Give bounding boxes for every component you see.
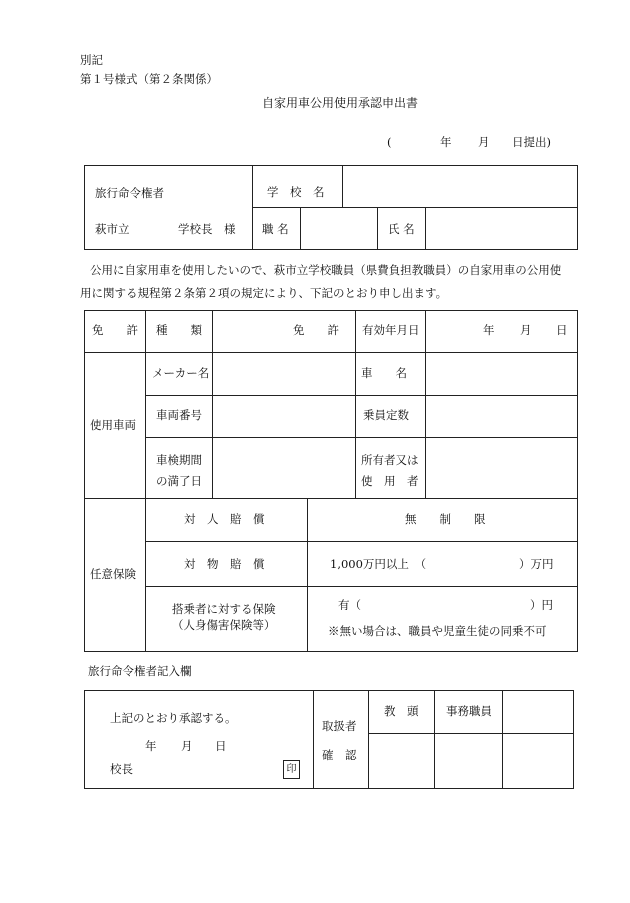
capacity-label: 乗員定数	[363, 408, 409, 422]
form-number: 第１号様式（第２条関係）	[80, 72, 218, 86]
extra-stamp-cell-2[interactable]	[503, 734, 573, 788]
vice-principal-stamp-cell[interactable]	[369, 734, 433, 788]
passenger-insurance-yes: 有（	[338, 598, 361, 612]
passenger-insurance-note: ※無い場合は、職員や児童生徒の同乗不可	[328, 624, 547, 638]
date-day-submitted-label: 日提出)	[512, 135, 551, 149]
date-year-label: 年	[440, 135, 452, 149]
job-title-label: 職 名	[262, 222, 289, 236]
inspection-expiry-input[interactable]	[213, 438, 354, 497]
property-liability-min: 1,000万円以上 （	[330, 557, 427, 571]
approval-year-label: 年	[145, 739, 157, 753]
registration-number-input[interactable]	[213, 396, 354, 436]
school-name-input[interactable]	[343, 166, 577, 206]
license-expiry-label: 有効年月日	[362, 323, 420, 337]
owner-label-line-1: 所有者又は	[361, 453, 419, 467]
inspection-label-line-1: 車検期間	[156, 453, 202, 467]
annex-label: 別記	[80, 53, 103, 67]
license-type-label: 種 類	[156, 323, 202, 337]
approval-statement: 上記のとおり承認する。	[110, 711, 237, 725]
expiry-year-label: 年	[483, 323, 495, 337]
insurance-section-label: 任意保険	[90, 567, 136, 581]
addressee-city: 萩市立	[95, 222, 130, 236]
confirm-label: 確 認	[322, 748, 357, 762]
school-name-label: 学 校 名	[267, 185, 325, 199]
passenger-insurance-unit: ）円	[530, 598, 553, 612]
property-liability-unit: ）万円	[519, 557, 554, 571]
job-title-input[interactable]	[301, 208, 376, 249]
handler-label: 取扱者	[322, 719, 357, 733]
passenger-insurance-label-line-1: 搭乗者に対する保険	[172, 602, 276, 616]
registration-number-label: 車両番号	[156, 408, 202, 422]
property-liability-input[interactable]	[430, 550, 518, 578]
bodily-liability-value: 無 制 限	[405, 512, 486, 526]
bodily-liability-label: 対 人 賠 償	[184, 512, 265, 526]
clerk-stamp-cell[interactable]	[435, 734, 501, 788]
owner-label-line-2: 使 用 者	[361, 474, 419, 488]
passenger-insurance-input[interactable]	[365, 592, 527, 618]
passenger-insurance-label-line-2: （人身傷害保険等）	[172, 618, 276, 632]
date-open-paren: (	[387, 135, 392, 149]
car-name-label: 車 名	[361, 366, 407, 380]
vice-principal-label: 教 頭	[384, 704, 419, 718]
intro-line-2: 用に関する規程第２条第２項の規定により、下記のとおり申し出ます。	[80, 286, 448, 300]
approval-section-label: 旅行命令権者記入欄	[88, 664, 192, 678]
maker-input[interactable]	[213, 353, 354, 394]
license-class-label: 免 許	[293, 323, 339, 337]
principal-label: 校長	[110, 762, 133, 776]
addressee-title: 学校長 様	[178, 222, 236, 236]
car-name-input[interactable]	[426, 353, 577, 394]
expiry-month-label: 月	[520, 323, 532, 337]
name-label: 氏 名	[388, 222, 415, 236]
name-input[interactable]	[426, 208, 577, 249]
expiry-day-label: 日	[556, 323, 568, 337]
clerk-label: 事務職員	[446, 704, 492, 718]
owner-input[interactable]	[426, 438, 577, 497]
date-month-label: 月	[478, 135, 490, 149]
inspection-label-line-2: の満了日	[156, 474, 202, 488]
license-type-input[interactable]	[213, 311, 288, 351]
intro-line-1: 公用に自家用車を使用したいので、萩市立学校職員（県費負担教職員）の自家用車の公用使	[90, 263, 562, 277]
approval-month-label: 月	[181, 739, 193, 753]
maker-label: メーカー名	[152, 366, 210, 380]
approval-day-label: 日	[215, 739, 227, 753]
extra-stamp-cell[interactable]	[503, 691, 573, 732]
page-title: 自家用車公用使用承認申出書	[262, 96, 419, 110]
property-liability-label: 対 物 賠 償	[184, 557, 265, 571]
seal-box: 印	[283, 760, 300, 779]
license-section-label: 免 許	[92, 323, 138, 337]
authority-label: 旅行命令権者	[95, 186, 164, 200]
vehicle-section-label: 使用車両	[90, 418, 136, 432]
capacity-input[interactable]	[426, 396, 577, 436]
